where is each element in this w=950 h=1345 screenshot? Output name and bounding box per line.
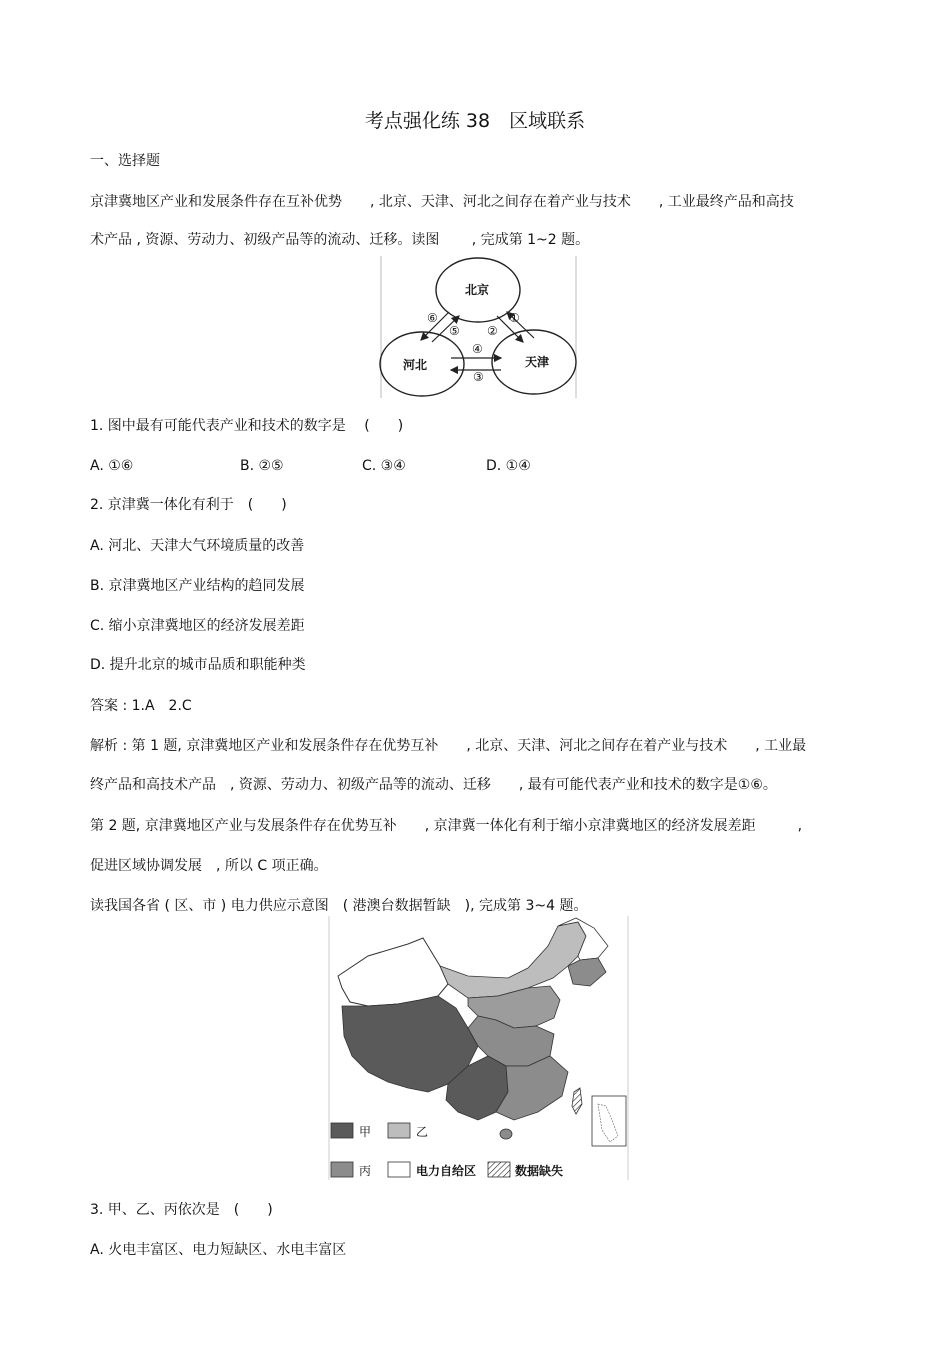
q2-option-b: B. 京津冀地区产业结构的趋同发展	[90, 578, 305, 594]
arrow-label-2: ②	[487, 324, 498, 338]
intro-line-2: 术产品 , 资源、劳动力、初级产品等的流动、迁移。读图 , 完成第 1~2 题。	[90, 232, 590, 248]
legend-swatch-bing	[331, 1162, 353, 1177]
hebei-label: 河北	[403, 358, 428, 372]
q2-option-c: C. 缩小京津冀地区的经济发展差距	[90, 618, 305, 634]
q1-option-b: B. ②⑤	[240, 458, 284, 474]
arrow-label-5: ⑤	[449, 324, 460, 338]
legend-swatch-yi	[388, 1123, 410, 1138]
legend-label-self: 电力自给区	[416, 1164, 477, 1178]
section-heading: 一、选择题	[90, 153, 160, 169]
arrow-label-6: ⑥	[427, 311, 438, 325]
q2-option-d: D. 提升北京的城市品质和职能种类	[90, 657, 306, 673]
arrow-label-4: ④	[472, 342, 483, 356]
arrow-label-1: ①	[509, 311, 520, 325]
legend-swatch-missing	[488, 1162, 510, 1177]
q1-stem: 1. 图中最有可能代表产业和技术的数字是 ( )	[90, 418, 404, 434]
q3-stem: 3. 甲、乙、丙依次是 ( )	[90, 1202, 273, 1218]
tianjin-label: 天津	[525, 355, 550, 369]
legend-swatch-self	[388, 1162, 410, 1177]
answer-line: 答案 : 1.A 2.C	[90, 698, 192, 714]
arrow-label-3: ③	[473, 370, 484, 384]
q1-option-d: D. ①④	[486, 458, 531, 474]
legend-label-jia: 甲	[359, 1125, 372, 1139]
legend-label-yi: 乙	[416, 1125, 429, 1139]
q2-option-a: A. 河北、天津大气环境质量的改善	[90, 538, 305, 554]
q1-option-c: C. ③④	[362, 458, 406, 474]
legend-swatch-jia	[331, 1123, 353, 1138]
q1-option-a: A. ①⑥	[90, 458, 134, 474]
legend-label-bing: 丙	[359, 1164, 372, 1178]
analysis-line-4: 促进区域协调发展 , 所以 C 项正确。	[90, 858, 328, 874]
analysis-line-1: 解析 : 第 1 题, 京津冀地区产业和发展条件存在优势互补 , 北京、天津、河北之间存在着产业与技术 , 工业最	[90, 738, 807, 754]
region-flow-diagram	[379, 254, 579, 400]
analysis-line-3: 第 2 题, 京津冀地区产业与发展条件存在优势互补 , 京津冀一体化有利于缩小京津冀地区的经济发展差距 ,	[90, 818, 803, 834]
q2-stem: 2. 京津冀一体化有利于 ( )	[90, 497, 287, 513]
analysis-line-2: 终产品和高技术产品 , 资源、劳动力、初级产品等的流动、迁移 , 最有可能代表产业和技术的数字是①⑥。	[90, 777, 777, 793]
intro-map: 读我国各省 ( 区、市 ) 电力供应示意图 ( 港澳台数据暂缺 ), 完成第 3~4 题。	[90, 898, 588, 914]
legend-label-missing: 数据缺失	[515, 1164, 564, 1178]
intro-line-1: 京津冀地区产业和发展条件存在互补优势 , 北京、天津、河北之间存在着产业与技术 , 工业最终产品和高技	[90, 194, 794, 210]
page-title: 考点强化练 38 区域联系	[364, 110, 586, 132]
china-map-svg	[328, 916, 630, 1180]
q3-option-a: A. 火电丰富区、电力短缺区、水电丰富区	[90, 1242, 347, 1258]
power-supply-map	[328, 916, 630, 1180]
beijing-label: 北京	[465, 283, 490, 297]
